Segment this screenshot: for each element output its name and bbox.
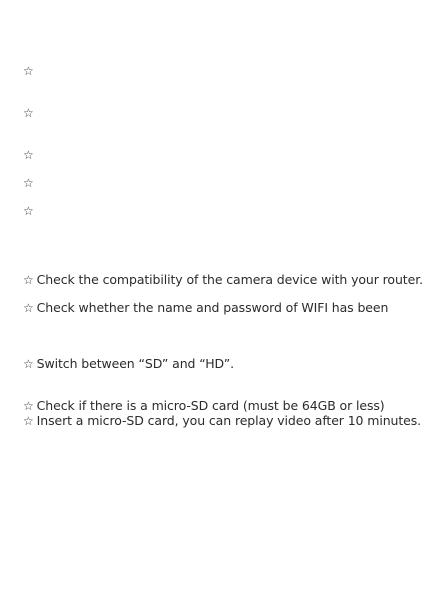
star-icon: ☆ xyxy=(23,399,34,413)
bullet-text: Switch between “SD” and “HD”. xyxy=(36,356,234,371)
bullet-text: Check the compatibility of the camera device with your router. xyxy=(36,272,423,287)
star-icon: ☆ xyxy=(23,273,34,287)
star-icon: ☆ xyxy=(23,148,34,162)
star-icon: ☆ xyxy=(23,106,34,120)
star-icon: ☆ xyxy=(23,64,34,78)
bullet-line-3 xyxy=(23,147,37,163)
bullet-line-4 xyxy=(23,175,37,191)
bullet-line-2 xyxy=(23,105,37,121)
bullet-line-sd-hd xyxy=(23,356,234,372)
star-icon: ☆ xyxy=(23,301,34,315)
star-icon: ☆ xyxy=(23,176,34,190)
bullet-line-compatibility xyxy=(23,272,423,288)
bullet-text: Check whether the name and password of WIFI has been xyxy=(36,300,389,315)
bullet-line-wifi xyxy=(23,300,388,316)
bullet-line-1 xyxy=(23,63,37,79)
bullet-line-5 xyxy=(23,203,37,219)
bullet-line-micro-sd-insert xyxy=(23,413,421,429)
bullet-line-micro-sd-check xyxy=(23,398,385,414)
star-icon: ☆ xyxy=(23,357,34,371)
bullet-text: Insert a micro-SD card, you can replay video after 10 minutes. xyxy=(36,413,422,428)
bullet-text: Check if there is a micro-SD card (must be 64GB or less) xyxy=(36,398,385,413)
star-icon: ☆ xyxy=(23,414,34,428)
star-icon: ☆ xyxy=(23,204,34,218)
